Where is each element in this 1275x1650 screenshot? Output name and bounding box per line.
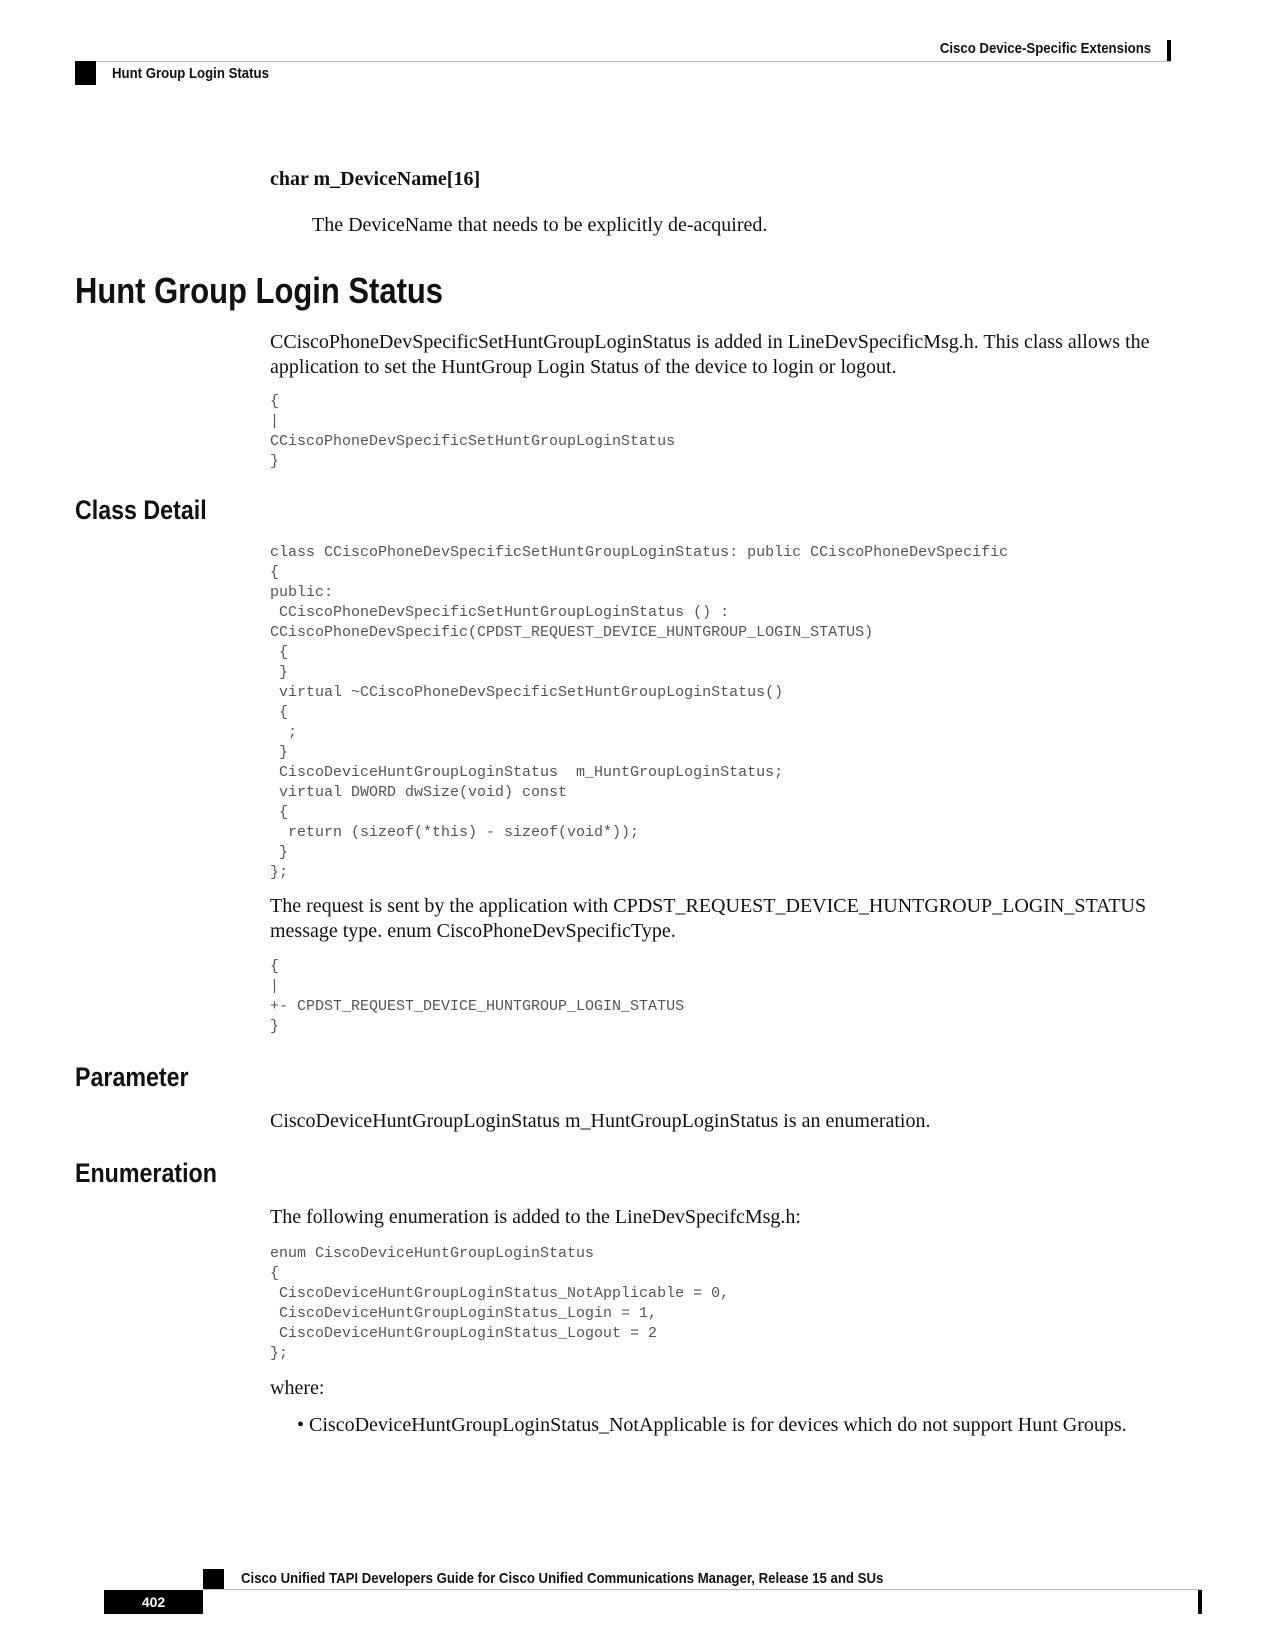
definition-term: char m_DeviceName[16] — [270, 168, 481, 190]
enumeration-intro: The following enumeration is added to the LineDevSpecifcMsg.h: — [270, 1206, 801, 1228]
running-header-chapter: Cisco Device-Specific Extensions — [939, 40, 1151, 57]
request-paragraph: The request is sent by the application with CPDST_REQUEST_DEVICE_HUNTGROUP_LOGIN_STATUS message type. enum CiscoPhoneDevSpecificType. — [270, 895, 1147, 942]
where-label: where: — [270, 1377, 325, 1399]
code-enumeration: enum CiscoDeviceHuntGroupLoginStatus { CiscoDeviceHuntGroupLoginStatus_NotApplicable = 0, CiscoDeviceHuntGroupLoginStatus_Login = 1, CiscoDeviceHuntGroupLoginStatus_Logout = 2 }; — [270, 1245, 730, 1362]
footer-block — [203, 1569, 224, 1590]
page-title: Hunt Group Login Status — [75, 270, 444, 311]
parameter-paragraph: CiscoDeviceHuntGroupLoginStatus m_HuntGroupLoginStatus is an enumeration. — [270, 1110, 931, 1132]
code-enum-hierarchy: { | +- CPDST_REQUEST_DEVICE_HUNTGROUP_LOGIN_STATUS } — [270, 958, 685, 1035]
list-item — [297, 1413, 1127, 1438]
definition-description: The DeviceName that needs to be explicitly de-acquired. — [312, 214, 768, 236]
footer-bar — [1198, 1590, 1202, 1614]
heading-enumeration: Enumeration — [75, 1158, 217, 1188]
footer-rule — [203, 1589, 1201, 1590]
code-hierarchy: { | CCiscoPhoneDevSpecificSetHuntGroupLoginStatus } — [270, 393, 676, 470]
header-bar — [1167, 40, 1171, 61]
heading-parameter: Parameter — [75, 1062, 189, 1092]
list-item-text: CiscoDeviceHuntGroupLoginStatus_NotApplicable is for devices which do not support Hunt Groups. — [309, 1414, 1127, 1436]
footer-title: Cisco Unified TAPI Developers Guide for Cisco Unified Communications Manager, Release 15 and SUs — [241, 1570, 884, 1587]
page-number: 402 — [104, 1590, 203, 1614]
code-class-detail: class CCiscoPhoneDevSpecificSetHuntGroupLoginStatus: public CCiscoPhoneDevSpecific { public: CCiscoPhoneDevSpecificSetHuntGroupLoginStatus () : CCiscoPhoneDevSpecific(CPDST_REQUEST_DEVICE_HUNTGROUP_LOGIN_STATUS) { } virtual ~CCiscoPhoneDevSpecificSetHuntGroupLoginStatus() { ; } CiscoDeviceHuntGroupLoginStatus m_HuntGroupLoginStatus; virtual DWORD dwSize(void) const { return (sizeof(*this) - sizeof(void*)); } }; — [270, 544, 1009, 881]
bullet-marker: • — [297, 1414, 305, 1436]
running-header-section: Hunt Group Login Status — [112, 65, 269, 82]
intro-paragraph: CCiscoPhoneDevSpecificSetHuntGroupLoginStatus is added in LineDevSpecificMsg.h. This class allows the application to set the HuntGroup Login Status of the device to login or logout. — [270, 331, 1150, 378]
heading-class-detail: Class Detail — [75, 495, 207, 525]
header-block — [75, 61, 96, 85]
header-rule — [75, 61, 1171, 62]
